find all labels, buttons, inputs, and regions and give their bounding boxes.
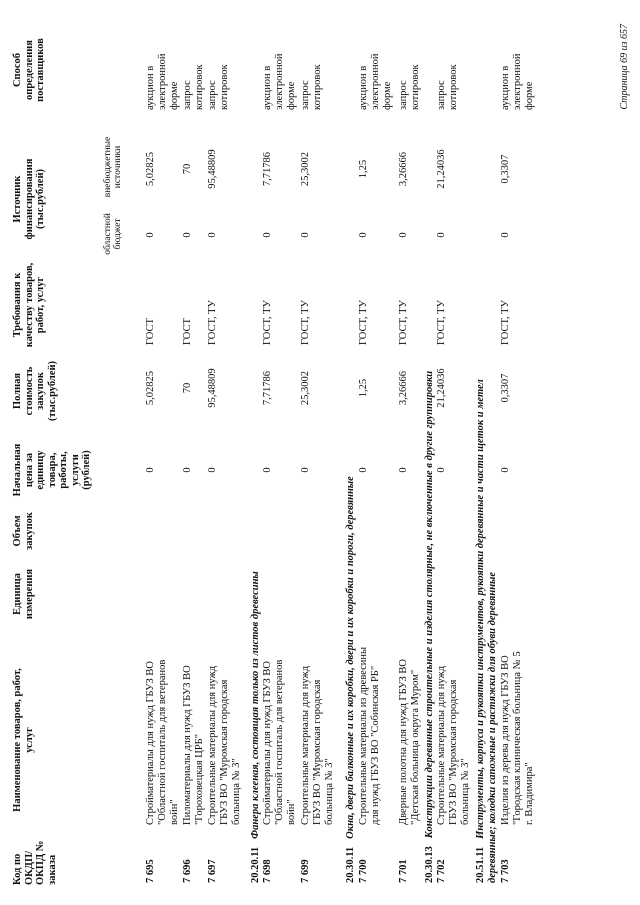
row-extra: 7,71786	[262, 151, 273, 187]
row-code: 7 698	[262, 859, 273, 883]
row-requirements: ГОСТ, ТУ	[358, 300, 369, 345]
group-heading	[424, 371, 436, 883]
row-total: 0,3307	[500, 373, 511, 403]
header-volume: Объем закупок	[12, 512, 35, 550]
row-total: 70	[182, 382, 193, 394]
row-price: 0	[436, 467, 447, 473]
row-extra: 0,3307	[500, 154, 511, 184]
row-method: аукцион в электронной форме	[500, 53, 535, 110]
header-price: Начальная цена за единицу товара, работы, услуги (рублей)	[12, 443, 93, 497]
row-price: 0	[300, 467, 311, 473]
row-extra: 25,3002	[300, 151, 311, 187]
row-price: 0	[398, 467, 409, 473]
group-title: Инструменты, корпуса и рукоятки инструментов, рукоятки деревянные и части щеток и метел деревянные; колодки сапожные и растяжки для обуви деревянные	[475, 379, 498, 883]
group-heading	[250, 571, 262, 883]
row-regional: 0	[398, 232, 409, 238]
group-title: Фанера клееная, состоящая только из листов древесины	[250, 571, 261, 839]
row-requirements: ГОСТ, ТУ	[300, 300, 311, 345]
row-name: Пиломатериалы для нужд ГБУЗ ВО "Гороховецкая ЦРБ"	[182, 665, 205, 825]
row-price: 0	[207, 467, 218, 473]
row-code: 7 701	[398, 859, 409, 883]
row-price: 0	[182, 467, 193, 473]
row-requirements: ГОСТ, ТУ	[500, 300, 511, 345]
row-method: запрос котировок	[398, 64, 421, 110]
row-code: 7 697	[207, 859, 218, 883]
row-price: 0	[500, 467, 511, 473]
header-total: Полная стоимость закупок (тыс.рублей)	[12, 360, 58, 422]
row-method: аукцион в электронной форме	[262, 53, 297, 110]
group-code: 20.51.11	[475, 846, 486, 883]
row-method: аукцион в электронной форме	[358, 53, 393, 110]
row-total: 95,48809	[207, 368, 218, 408]
group-code: 20.30.13	[424, 846, 435, 883]
header-requirements: Требования к качеству товаров, работ, услуг	[12, 262, 47, 348]
row-total: 1,25	[358, 378, 369, 398]
row-regional: 0	[207, 232, 218, 238]
row-total: 21,24036	[436, 368, 447, 408]
header-source: Источник финансирования (тыс.рублей)	[12, 158, 47, 240]
row-name: Строительные материалы из древесины для нужд ГБУЗ ВО "Собинская РБ"	[358, 646, 381, 825]
row-regional: 0	[145, 232, 156, 238]
row-method: запрос котировок	[207, 64, 230, 110]
row-total: 3,26666	[398, 370, 409, 406]
row-regional: 0	[300, 232, 311, 238]
row-extra: 95,48809	[207, 149, 218, 189]
row-regional: 0	[436, 232, 447, 238]
row-name: Стройматериалы для нужд ГБУЗ ВО "Областной госпиталь для ветеранов войн"	[262, 659, 297, 825]
header-source-regional: областной бюджет	[103, 213, 123, 255]
header-name: Наименование товаров, работ, услуг	[12, 668, 35, 812]
row-method: запрос котировок	[182, 64, 205, 110]
row-extra: 1,25	[358, 159, 369, 179]
row-requirements: ГОСТ, ТУ	[207, 300, 218, 345]
row-code: 7 703	[500, 859, 511, 883]
row-name: Строительные материалы для нужд ГБУЗ ВО "Муромская городская больница № 3"	[436, 665, 471, 825]
row-extra: 21,24036	[436, 149, 447, 189]
row-name: Строительные материалы для нужд ГБУЗ ВО "Муромская городская больница № 3"	[207, 665, 242, 825]
page-number: Страница 69 из 657	[618, 24, 630, 110]
row-price: 0	[145, 467, 156, 473]
row-requirements: ГОСТ, ТУ	[436, 300, 447, 345]
row-code: 7 699	[300, 859, 311, 883]
header-code: Код по ОКДП/ ОКПД № заказа	[12, 840, 58, 885]
row-code: 7 700	[358, 859, 369, 883]
row-regional: 0	[262, 232, 273, 238]
group-heading	[475, 323, 499, 883]
row-code: 7 702	[436, 859, 447, 883]
row-price: 0	[262, 467, 273, 473]
row-code: 7 696	[182, 859, 193, 883]
row-requirements: ГОСТ, ТУ	[262, 300, 273, 345]
header-source-extra: внебюджетные источники	[103, 136, 123, 198]
group-heading	[345, 476, 357, 883]
row-requirements: ГОСТ	[145, 318, 156, 345]
row-extra: 5,02825	[145, 151, 156, 187]
row-name: Дверные полотна для нужд ГБУЗ ВО "Детская больница округа Муром"	[398, 659, 421, 825]
group-code: 20.20.11	[250, 846, 261, 883]
row-price: 0	[358, 467, 369, 473]
group-title: Окна, двери балконные и их коробки, двери и их коробки и пороги, деревянные	[345, 476, 356, 839]
row-method: запрос котировок	[436, 64, 459, 110]
row-requirements: ГОСТ, ТУ	[398, 300, 409, 345]
row-regional: 0	[500, 232, 511, 238]
row-extra: 3,26666	[398, 151, 409, 187]
row-extra: 70	[182, 163, 193, 175]
row-method: аукцион в электронной форме	[145, 53, 180, 110]
header-unit: Единица измерения	[12, 568, 35, 620]
row-total: 7,71786	[262, 370, 273, 406]
header-method: Способ определения поставщиков	[12, 38, 47, 102]
row-name: Стройматериалы для нужд ГБУЗ ВО "Областной госпиталь для ветеранов войн"	[145, 659, 180, 825]
row-total: 25,3002	[300, 370, 311, 406]
row-code: 7 695	[145, 859, 156, 883]
row-name: Изделия из дерева для нужд ГБУЗ ВО "Городская клиническая больница № 5 г. Владимира"	[500, 651, 535, 825]
group-title: Конструкции деревянные строительные и изделия столярные, не включенные в другие группировки	[424, 370, 435, 839]
row-method: запрос котировок	[300, 64, 323, 110]
row-regional: 0	[358, 232, 369, 238]
row-regional: 0	[182, 232, 193, 238]
row-name: Строительные материалы для нужд ГБУЗ ВО "Муромская городская больница № 3"	[300, 665, 335, 825]
row-total: 5,02825	[145, 370, 156, 406]
row-requirements: ГОСТ	[182, 318, 193, 345]
group-code: 20.30.11	[345, 846, 356, 883]
